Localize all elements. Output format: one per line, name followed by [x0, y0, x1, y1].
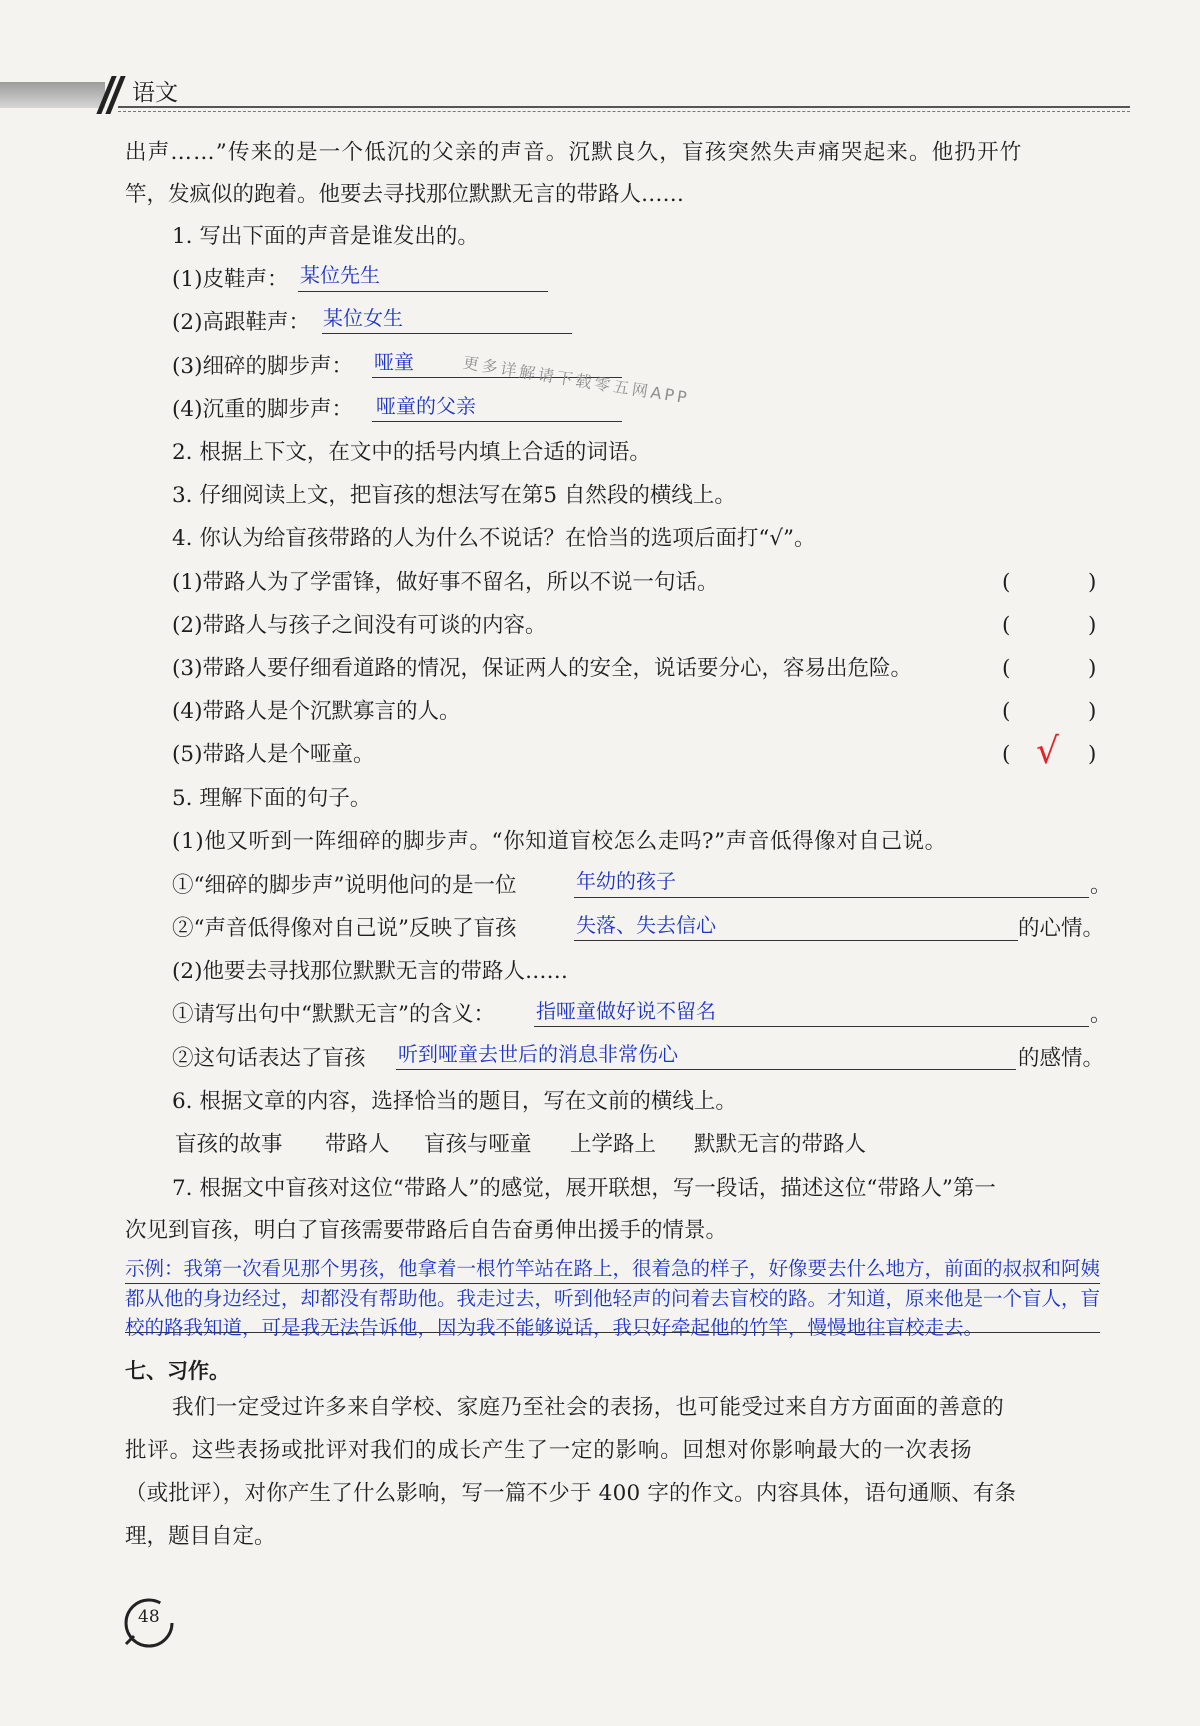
q4-option: (2)带路人与孩子之间没有可谈的内容。	[172, 613, 547, 638]
check-mark: √	[1036, 731, 1059, 772]
q6-choice: 上学路上	[570, 1132, 657, 1157]
answer-underline	[372, 421, 622, 422]
answer-paren-open: (	[1002, 742, 1011, 767]
answer-paren-open: (	[1002, 613, 1011, 638]
answer-paren-open: (	[1002, 656, 1011, 681]
q1-item-label: (2)高跟鞋声：	[172, 310, 310, 335]
question-3: 3. 仔细阅读上文，把盲孩的想法写在第5 自然段的横线上。	[172, 483, 736, 508]
question-5-title: 5. 理解下面的句子。	[172, 786, 372, 811]
q4-option: (1)带路人为了学雷锋，做好事不留名，所以不说一句话。	[172, 570, 719, 595]
q1-item-answer: 哑童	[374, 350, 414, 374]
passage-line: 竿，发疯似的跑着。他要去寻找那位默默无言的带路人……	[125, 182, 685, 207]
answer-underline	[534, 1026, 1089, 1027]
q5-2-b-suffix: 的感情。	[1018, 1046, 1105, 1071]
question-1-title: 1. 写出下面的声音是谁发出的。	[172, 224, 479, 249]
answer-underline	[322, 333, 572, 334]
question-7-line: 7. 根据文中盲孩对这位“带路人”的感觉，展开联想，写一段话，描述这位“带路人”第一	[172, 1176, 996, 1201]
q1-item-label: (4)沉重的脚步声：	[172, 397, 353, 422]
answer-paren-close: )	[1088, 656, 1097, 681]
q6-choice: 盲孩的故事	[175, 1132, 283, 1157]
q1-item-answer: 哑童的父亲	[376, 394, 476, 418]
q1-item-label: (3)细碎的脚步声：	[172, 354, 353, 379]
q5-2-a-answer: 指哑童做好说不留名	[536, 999, 716, 1023]
header-rule	[118, 106, 1130, 108]
page-number: 48	[138, 1607, 160, 1627]
passage-line: 出声……”传来的是一个低沉的父亲的声音。沉默良久，盲孩突然失声痛哭起来。他扔开竹	[125, 140, 1023, 165]
answer-underline	[574, 897, 1089, 898]
q4-option: (3)带路人要仔细看道路的情况，保证两人的安全，说话要分心，容易出危险。	[172, 656, 912, 681]
answer-underline	[396, 1069, 1016, 1070]
q1-item-answer: 某位女生	[323, 306, 403, 330]
section-7-paragraph: 理，题目自定。	[125, 1524, 276, 1549]
header-decoration-bar	[0, 82, 105, 108]
answer-underline	[298, 291, 548, 292]
q5-1-b-prefix: ②“声音低得像对自己说”反映了盲孩	[172, 916, 517, 941]
q5-sentence-2: (2)他要去寻找那位默默无言的带路人……	[172, 959, 568, 984]
answer-paren-close: )	[1088, 699, 1097, 724]
answer-paren-open: (	[1002, 699, 1011, 724]
q4-option: (4)带路人是个沉默寡言的人。	[172, 699, 461, 724]
header-rule-dashed	[118, 111, 1130, 112]
q5-1-b-suffix: 的心情。	[1018, 916, 1105, 941]
q4-option: (5)带路人是个哑童。	[172, 742, 375, 767]
subject-title: 语文	[132, 80, 178, 106]
answer-paren-close: )	[1088, 742, 1097, 767]
section-7-paragraph: 我们一定受过许多来自学校、家庭乃至社会的表扬，也可能受过来自方方面面的善意的	[172, 1395, 1005, 1420]
question-4-title: 4. 你认为给盲孩带路的人为什么不说话？在恰当的选项后面打“√”。	[172, 526, 816, 551]
q5-1-a-suffix: 。	[1090, 873, 1112, 898]
q1-item-answer: 某位先生	[300, 263, 380, 287]
q5-2-a-prefix: ①请写出句中“默默无言”的含义：	[172, 1002, 495, 1027]
q5-1-a-prefix: ①“细碎的脚步声”说明他问的是一位	[172, 873, 517, 898]
answer-paren-close: )	[1088, 570, 1097, 595]
q7-answer: 示例：我第一次看见那个男孩，他拿着一根竹竿站在路上，很着急的样子，好像要去什么地方，前面的叔叔和阿姨都从他的身边经过，却都没有帮助他。我走过去，听到他轻声的问着去盲校的路。才知道，原来他是一个盲人，盲校的路我知道，可是我无法告诉他，因为我不能够说话，我只好牵起他的竹竿，慢慢地往盲校走去。	[125, 1257, 1101, 1339]
q5-1-a-answer: 年幼的孩子	[576, 869, 676, 893]
watermark: 更多详解请下载零五网APP	[461, 352, 691, 408]
question-2: 2. 根据上下文，在文中的括号内填上合适的词语。	[172, 440, 651, 465]
section-7-paragraph: （或批评），对你产生了什么影响，写一篇不少于 400 字的作文。内容具体，语句通顺、有条	[125, 1481, 1017, 1506]
section-7-heading: 七、习作。	[125, 1356, 230, 1386]
q5-sentence-1: (1)他又听到一阵细碎的脚步声。“你知道盲校怎么走吗?”声音低得像对自己说。	[172, 829, 947, 854]
q6-choice: 盲孩与哑童	[424, 1132, 532, 1157]
q6-choice: 默默无言的带路人	[694, 1132, 867, 1157]
answer-underline	[574, 940, 1018, 941]
q5-1-b-answer: 失落、失去信心	[576, 913, 716, 937]
q5-2-b-prefix: ②这句话表达了盲孩	[172, 1046, 366, 1071]
q6-choice: 带路人	[325, 1132, 390, 1157]
answer-paren-open: (	[1002, 570, 1011, 595]
question-7-line: 次见到盲孩，明白了盲孩需要带路后自告奋勇伸出援手的情景。	[125, 1218, 728, 1243]
answer-paren-close: )	[1088, 613, 1097, 638]
question-6-title: 6. 根据文章的内容，选择恰当的题目，写在文前的横线上。	[172, 1089, 737, 1114]
q5-2-a-suffix: 。	[1090, 1002, 1112, 1027]
q5-2-b-answer: 听到哑童去世后的消息非常伤心	[398, 1042, 678, 1066]
q1-item-label: (1)皮鞋声：	[172, 267, 289, 292]
section-7-paragraph: 批评。这些表扬或批评对我们的成长产生了一定的影响。回想对你影响最大的一次表扬	[125, 1438, 973, 1463]
